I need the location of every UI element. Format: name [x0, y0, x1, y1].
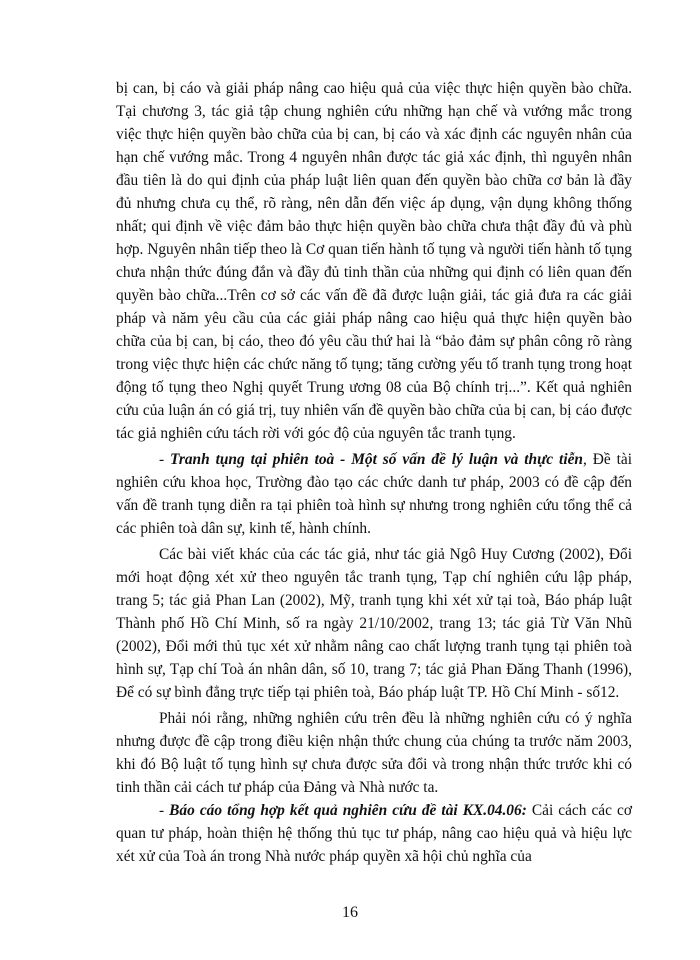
report-description: Cải cách các cơ quan tư pháp, hoàn thiện hệ thống thủ tục tư pháp, nâng cao hiệu quả và hiệu lực xét xử của Toà án trong Nhà nước pháp quyền xã hội chủ nghĩa của — [116, 802, 632, 865]
report-title: Báo cáo tổng hợp kết quả nghiên cứu đề tài KX.04.06: — [169, 802, 527, 819]
body-text — [116, 77, 632, 868]
paragraph-study-item: - Tranh tụng tại phiên toà - Một số vấn đề lý luận và thực tiễn, Đề tài nghiên cứu khoa học, Trường đào tạo các chức danh tư pháp, 2003 có đề cập đến vấn đề tranh tụng diễn ra tại phiên toà hình sự nhưng trong nghiên cứu tổng thể cả các phiên toà dân sự, kinh tế, hành chính. — [116, 451, 632, 537]
page-number: 16 — [342, 904, 358, 921]
paragraph-report-item: - Báo cáo tổng hợp kết quả nghiên cứu đề tài KX.04.06: Cải cách các cơ quan tư pháp, hoàn thiện hệ thống thủ tục tư pháp, nâng cao hiệu quả và hiệu lực xét xử của Toà án trong Nhà nước pháp quyền xã hội chủ nghĩa của — [116, 802, 632, 865]
study-title: Tranh tụng tại phiên toà - Một số vấn đề lý luận và thực tiễn — [170, 451, 583, 468]
paragraph-other-articles: Các bài viết khác của các tác giả, như tác giả Ngô Huy Cương (2002), Đổi mới hoạt động xét xử theo nguyên tắc tranh tụng, Tạp chí nghiên cứu lập pháp, trang 5; tác giả Phan Lan (2002), Mỹ, tranh tụng khi xét xử tại toà, Báo pháp luật Thành phố Hồ Chí Minh, số ra ngày 21/10/2002, trang 13; tác giả Từ Văn Nhũ (2002), Đổi mới thủ tục xét xử nhằm nâng cao chất lượng tranh tụng tại phiên toà hình sự, Tạp chí Toà án nhân dân, số 10, trang 7; tác giả Phan Đăng Thanh (1996), Để có sự bình đẳng trực tiếp tại phiên toà, Báo pháp luật TP. Hồ Chí Minh - số12. — [116, 546, 632, 701]
study-description: , Đề tài nghiên cứu khoa học, Trường đào tạo các chức danh tư pháp, 2003 có đề cập đến vấn đề tranh tụng diễn ra tại phiên toà hình sự nhưng trong nghiên cứu tổng thể cả các phiên toà dân sự, kinh tế, hành chính. — [116, 451, 632, 537]
paragraph-continuation: bị can, bị cáo và giải pháp nâng cao hiệu quả của việc thực hiện quyền bào chữa. Tại chương 3, tác giả tập chung nghiên cứu những hạn chế và vướng mắc trong việc thực hiện quyền bào chữa của bị can, bị cáo và xác định các nguyên nhân của hạn chế vướng mắc. Trong 4 nguyên nhân được tác giả xác định, thì nguyên nhân đầu tiên là do qui định của pháp luật liên quan đến quyền bào chữa cơ bản là đầy đủ nhưng chưa cụ thể, rõ ràng, nên dẫn đến việc áp dụng, vận dụng không thống nhất; qui định về việc đảm bảo thực hiện quyền bào chữa chưa thật đầy đủ và phù hợp. Nguyên nhân tiếp theo là Cơ quan tiến hành tố tụng và người tiến hành tố tụng chưa nhận thức đúng đắn và đầy đủ tinh thần của những qui định có liên quan đến quyền bào chữa...Trên cơ sở các vấn đề đã được luận giải, tác giả đưa ra các giải pháp và năm yêu cầu của các giải pháp nâng cao hiệu quả thực hiện quyền bào chữa của bị can, bị cáo, theo đó yêu cầu thứ hai là “bảo đảm sự phân công rõ ràng trong việc thực hiện các chức năng tố tụng; tăng cường yếu tố tranh tụng trong hoạt động tố tụng theo Nghị quyết Trung ương 08 của Bộ chính trị...”. Kết quả nghiên cứu của luận án có giá trị, tuy nhiên vấn đề quyền bào chữa của bị can, bị cáo được tác giả nghiên cứu tách rời với góc độ của nguyên tắc tranh tụng. — [116, 80, 632, 442]
paragraph-assessment: Phải nói rằng, những nghiên cứu trên đều là những nghiên cứu có ý nghĩa nhưng được đề cập trong điều kiện nhận thức chung của chúng ta trước năm 2003, khi đó Bộ luật tố tụng hình sự chưa được sửa đổi và trong nhận thức trước khi có tinh thần cải cách tư pháp của Đảng và Nhà nước ta. — [116, 710, 632, 796]
